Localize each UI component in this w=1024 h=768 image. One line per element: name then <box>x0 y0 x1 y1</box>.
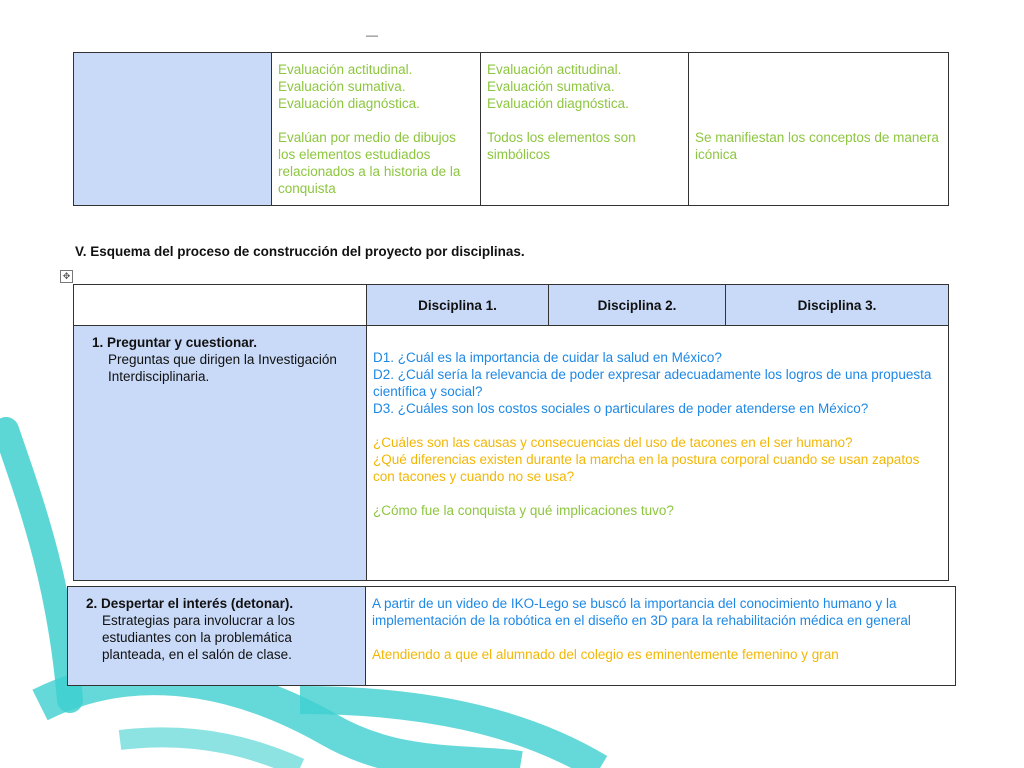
evaluation-line: Evaluación diagnóstica. <box>278 96 420 111</box>
header-discipline-2: Disciplina 2. <box>549 285 726 326</box>
evaluation-table <box>73 52 949 206</box>
header-empty-cell <box>74 285 367 326</box>
row-description: Estrategias para involucrar a los estudiantes con la problemática planteada, en el salón de clase. <box>102 613 295 662</box>
header-discipline-3: Disciplina 3. <box>726 285 949 326</box>
evaluation-line: Evaluación sumativa. <box>278 79 406 94</box>
detonar-table <box>67 586 956 686</box>
evaluation-line: Evaluación sumativa. <box>487 79 615 94</box>
evaluation-cell-3 <box>689 53 949 206</box>
evaluation-description: Evalúan por medio de dibujos los elementos estudiados relacionados a la historia de la conquista <box>278 130 461 196</box>
table-header-row <box>74 285 949 326</box>
evaluation-line: Evaluación diagnóstica. <box>487 96 629 111</box>
question-d2: D2. ¿Cuál sería la relevancia de poder expresar adecuadamente los logros de una propuesta científica y social? <box>373 367 932 399</box>
header-dash-mark: — <box>366 28 378 42</box>
question-conquista: ¿Cómo fue la conquista y qué implicaciones tuvo? <box>373 503 674 518</box>
wave-stroke-bottom-3 <box>120 737 300 768</box>
detonar-alumnado-text: Atendiendo a que el alumnado del colegio es eminentemente femenino y gran <box>372 647 839 662</box>
evaluation-line: Evaluación actitudinal. <box>487 62 622 77</box>
evaluation-description: Todos los elementos son simbólicos <box>487 130 636 162</box>
question-tacones-2: ¿Qué diferencias existen durante la marcha en la postura corporal cuando se usan zapatos con tacones y cuando no se usa? <box>373 452 920 484</box>
wave-stroke-left <box>6 430 70 700</box>
section-v-heading: V. Esquema del proceso de construcción del proyecto por disciplinas. <box>75 244 525 259</box>
row-questions-cell <box>367 326 949 581</box>
evaluation-row-label-cell <box>74 53 272 206</box>
table-row <box>74 53 949 206</box>
question-d1: D1. ¿Cuál es la importancia de cuidar la salud en México? <box>373 350 722 365</box>
evaluation-cell-1 <box>272 53 481 206</box>
table-row <box>74 326 949 581</box>
question-tacones-1: ¿Cuáles son las causas y consecuencias del uso de tacones en el ser humano? <box>373 435 853 450</box>
evaluation-cell-2 <box>481 53 689 206</box>
row-label-preguntar <box>74 326 367 581</box>
disciplines-table <box>73 284 949 581</box>
row-title: 1. Preguntar y cuestionar. <box>92 335 258 350</box>
evaluation-line: Evaluación actitudinal. <box>278 62 413 77</box>
table-row <box>68 587 956 686</box>
row-detonar-content <box>366 587 956 686</box>
table-move-handle-icon[interactable]: ✥ <box>60 270 73 283</box>
question-d3: D3. ¿Cuáles son los costos sociales o particulares de poder atenderse en México? <box>373 401 869 416</box>
row-description: Preguntas que dirigen la Investigación Interdisciplinaria. <box>108 352 337 384</box>
row-label-detonar <box>68 587 366 686</box>
header-discipline-1: Disciplina 1. <box>367 285 549 326</box>
row-title: 2. Despertar el interés (detonar). <box>86 596 294 611</box>
detonar-video-text: A partir de un video de IKO-Lego se buscó la importancia del conocimiento humano y la implementación de la robótica en el diseño en 3D para la rehabilitación médica en general <box>372 596 911 628</box>
evaluation-description: Se manifiestan los conceptos de manera icónica <box>695 130 939 162</box>
